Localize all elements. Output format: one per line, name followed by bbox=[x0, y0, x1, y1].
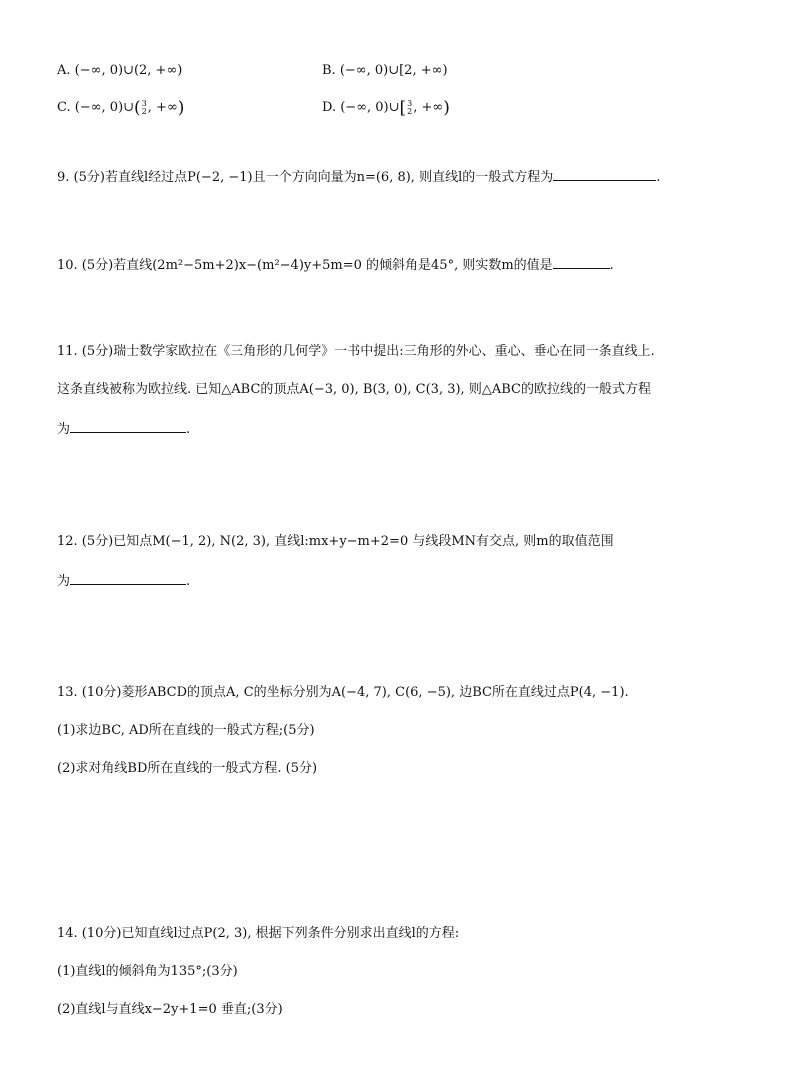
question-11-line-1: 11. (5分)瑞士数学家欧拉在《三角形的几何学》一书中提出:三角形的外心、重心、垂心在同一条直线上. bbox=[57, 344, 655, 359]
question-10 bbox=[57, 255, 614, 275]
answer-blank-12[interactable] bbox=[70, 571, 186, 585]
option-d-prefix: D. (−∞, 0)∪ bbox=[322, 100, 400, 115]
answer-blank-10[interactable] bbox=[553, 255, 610, 269]
question-12-line-1: 12. (5分)已知点M(−1, 2), N(2, 3), 直线l:mx+y−m+2=0 与线段MN有交点, 则m的取值范围 bbox=[57, 534, 614, 549]
option-d-open-bracket: [ bbox=[399, 98, 407, 118]
option-d-fraction bbox=[407, 100, 412, 116]
question-12-prefix: 为 bbox=[57, 574, 71, 589]
question-13-part-1: (1)求边BC, AD所在直线的一般式方程;(5分) bbox=[57, 723, 315, 738]
question-12-end: . bbox=[186, 574, 191, 589]
option-c-numerator: 3 bbox=[141, 98, 147, 108]
option-d-denominator: 2 bbox=[407, 106, 413, 116]
question-13-line-1: 13. (10分)菱形ABCD的顶点A, C的坐标分别为A(−4, 7), C(6, −5), 边BC所在直线过点P(4, −1). bbox=[57, 685, 629, 700]
question-11-line-3 bbox=[57, 419, 190, 439]
option-c-suffix: , +∞ bbox=[147, 100, 178, 115]
question-14-line-1: 14. (10分)已知直线l过点P(2, 3), 根据下列条件分别求出直线l的方程: bbox=[57, 926, 460, 941]
answer-blank-11[interactable] bbox=[70, 419, 186, 433]
question-11-end: . bbox=[186, 422, 191, 437]
question-14-part-2: (2)直线l与直线x−2y+1=0 垂直;(3分) bbox=[57, 1002, 283, 1017]
option-d-close-paren: ) bbox=[443, 98, 450, 118]
option-c-fraction bbox=[142, 100, 147, 116]
question-14-part-1: (1)直线l的倾斜角为135°;(3分) bbox=[57, 964, 238, 979]
question-13-part-2: (2)求对角线BD所在直线的一般式方程. (5分) bbox=[57, 761, 318, 776]
option-c-close-paren: ) bbox=[177, 98, 185, 118]
question-11-line-2: 这条直线被称为欧拉线. 已知△ABC的顶点A(−3, 0), B(3, 0), C(3, 3), 则△ABC的欧拉线的一般式方程 bbox=[57, 382, 651, 397]
answer-blank-9[interactable] bbox=[553, 167, 656, 181]
option-c-open-paren: ( bbox=[134, 98, 141, 118]
question-11-prefix: 为 bbox=[57, 422, 71, 437]
question-12-line-2 bbox=[57, 571, 190, 591]
option-d bbox=[322, 99, 450, 117]
option-c-denominator: 2 bbox=[141, 106, 147, 116]
question-9-end: . bbox=[656, 170, 661, 185]
question-10-text: 10. (5分)若直线(2m²−5m+2)x−(m²−4)y+5m=0 的倾斜角是45°, 则实数m的值是 bbox=[57, 258, 553, 273]
option-c-prefix: C. (−∞, 0)∪ bbox=[57, 100, 135, 115]
question-10-end: . bbox=[609, 258, 614, 273]
question-9 bbox=[57, 167, 660, 187]
option-a: A. (−∞, 0)∪(2, +∞) bbox=[57, 63, 183, 78]
option-b: B. (−∞, 0)∪[2, +∞) bbox=[322, 63, 448, 78]
option-d-numerator: 3 bbox=[407, 98, 413, 108]
option-d-suffix: , +∞ bbox=[413, 100, 444, 115]
question-9-text: 9. (5分)若直线l经过点P(−2, −1)且一个方向向量为n=(6, 8), 则直线l的一般式方程为 bbox=[57, 170, 554, 185]
option-c bbox=[57, 99, 184, 117]
